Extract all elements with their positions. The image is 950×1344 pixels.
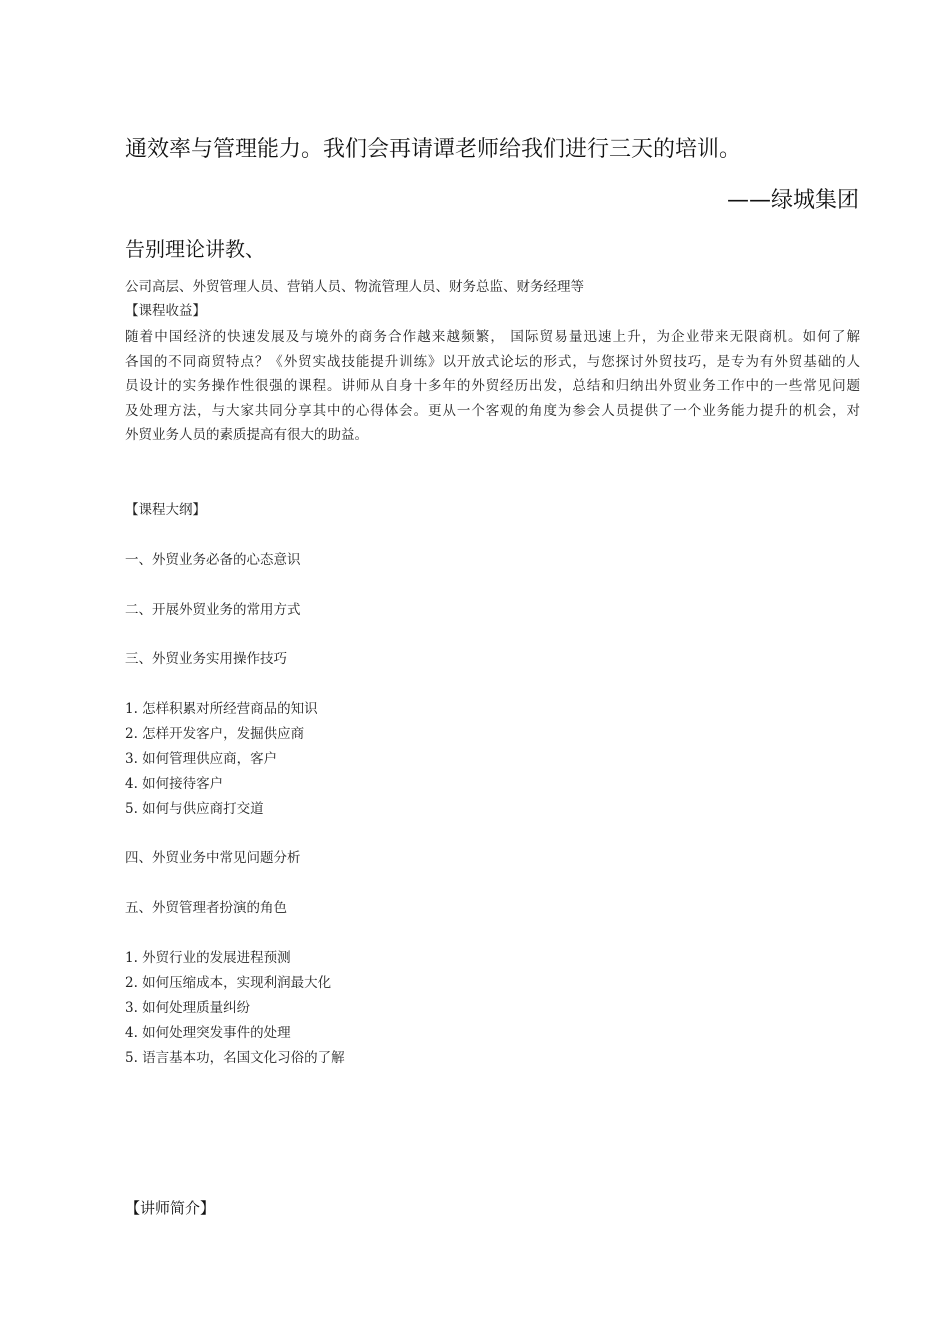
outline-item: 4. 如何接待客户 xyxy=(125,775,224,792)
course-outline xyxy=(125,498,725,1070)
outline-item: 3. 如何处理质量纠纷 xyxy=(125,999,251,1016)
outline-section-4: 四、外贸业务中常见问题分析 xyxy=(125,850,301,867)
benefit-line: 随着中国经济的快速发展及与境外的商务合作越来越频繁， 国际贸易量迅速上升，为企业带来无限商机。如何了解 xyxy=(125,329,860,345)
outline-item: 4. 如何处理突发事件的处理 xyxy=(125,1024,291,1041)
benefit-line: 员设计的实务操作性很强的课程。讲师从自身十多年的外贸经历出发，总结和归纳出外贸业务工作中的一些常见问题 xyxy=(125,378,860,395)
section-heading: 告别理论讲教、 xyxy=(125,237,265,261)
outline-section-5: 五、外贸管理者扮演的角色 xyxy=(125,900,287,917)
outline-item: 3. 如何管理供应商，客户 xyxy=(125,750,278,767)
spacer xyxy=(125,871,725,896)
testimonial-text: 通效率与管理能力。我们会再请谭老师给我们进行三天的培训。 xyxy=(125,137,742,162)
outline-section-3: 三、外贸业务实用操作技巧 xyxy=(125,651,287,668)
instructor-title: 【讲师简介】 xyxy=(125,1199,216,1217)
spacer xyxy=(125,822,725,847)
outline-section-1: 一、外贸业务必备的心态意识 xyxy=(125,551,301,568)
outline-item: 5. 语言基本功，名国文化习俗的了解 xyxy=(125,1049,345,1066)
spacer xyxy=(125,672,725,697)
spacer xyxy=(125,622,725,647)
target-audience: 公司高层、外贸管理人员、营销人员、物流管理人员、财务总监、财务经理等 xyxy=(125,279,584,295)
outline-item: 2. 如何压缩成本，实现利润最大化 xyxy=(125,974,332,991)
outline-title: 【课程大纲】 xyxy=(125,502,206,518)
spacer xyxy=(125,921,725,946)
outline-item: 2. 怎样开发客户，发掘供应商 xyxy=(125,726,305,743)
spacer xyxy=(125,573,725,598)
benefit-paragraph xyxy=(125,325,860,448)
testimonial-attribution: ——绿城集团 xyxy=(726,188,859,213)
outline-section-2: 二、开展外贸业务的常用方式 xyxy=(125,601,301,618)
benefit-line: 各国的不同商贸特点？《外贸实战技能提升训练》以开放式论坛的形式，与您探讨外贸技巧，是专为有外贸基础的人 xyxy=(125,353,860,370)
benefit-line: 外贸业务人员的素质提高有很大的助益。 xyxy=(125,427,368,444)
outline-item: 5. 如何与供应商打交道 xyxy=(125,800,264,817)
outline-item: 1. 外贸行业的发展进程预测 xyxy=(125,950,291,967)
benefit-line: 及处理方法，与大家共同分享其中的心得体会。更从一个客观的角度为参会人员提供了一个业务能力提升的机会，对 xyxy=(125,402,860,419)
outline-item: 1. 怎样积累对所经营商品的知识 xyxy=(125,701,318,718)
benefit-title: 【课程收益】 xyxy=(125,303,206,319)
spacer xyxy=(125,523,725,548)
